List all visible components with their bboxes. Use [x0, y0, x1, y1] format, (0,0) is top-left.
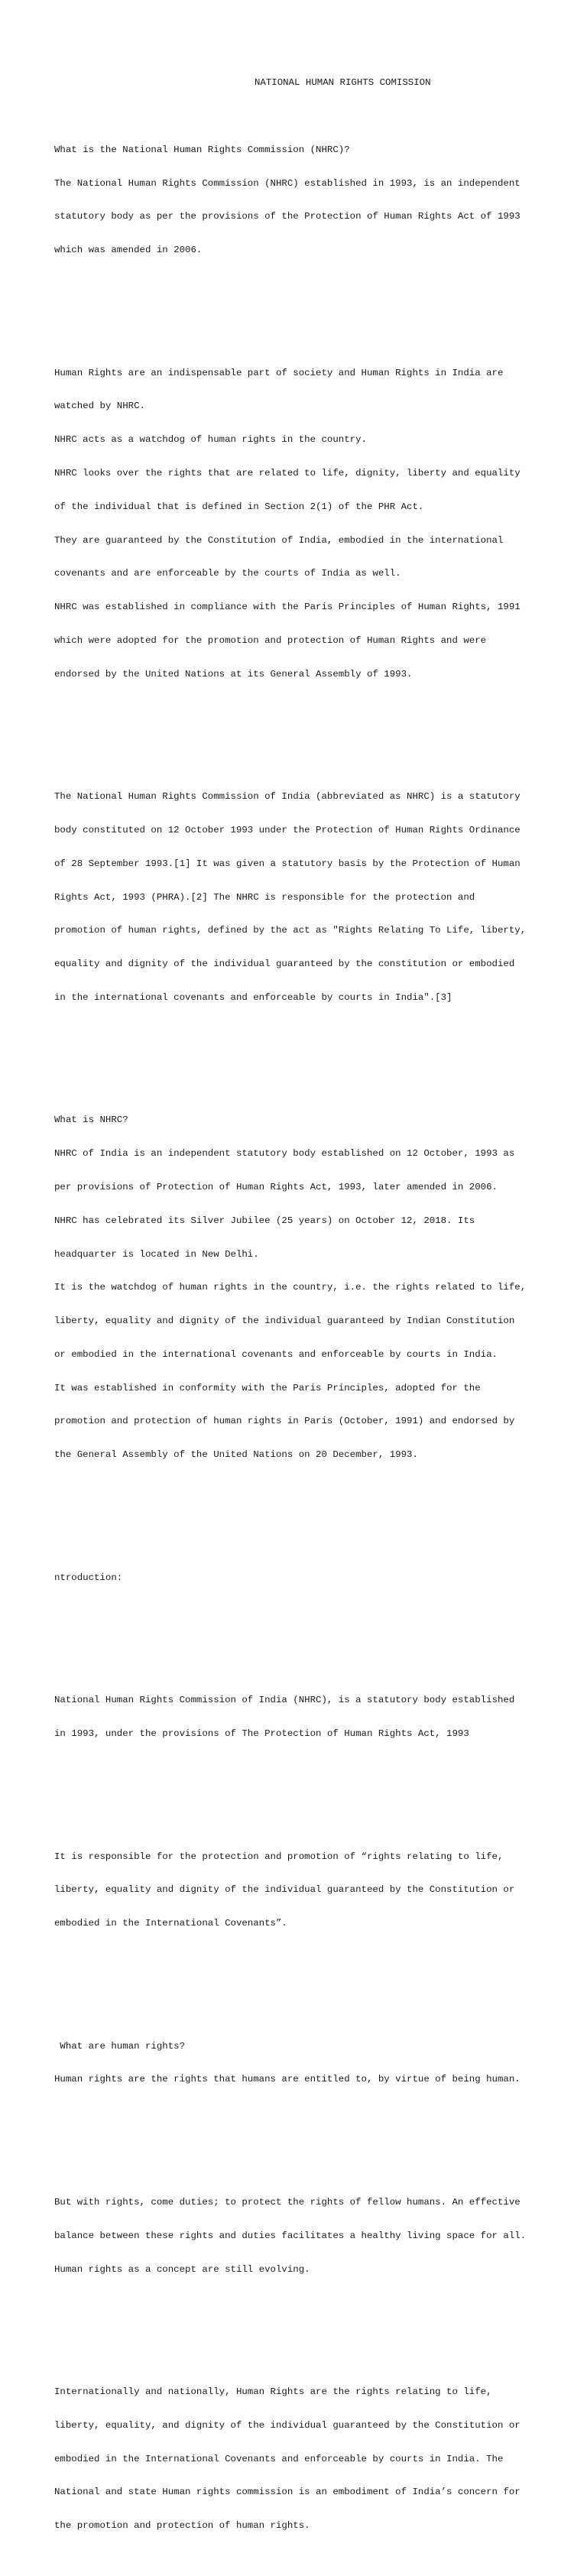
text-line: covenants and are enforceable by the courts of India as well. [54, 568, 401, 579]
text-line: liberty, equality and dignity of the individual guaranteed by the Constitution or [54, 1884, 515, 1896]
text-line: Internationally and nationally, Human Rights are the rights relating to life, [54, 2386, 492, 2398]
blank-line [54, 300, 543, 312]
text-line: liberty, equality, and dignity of the individual guaranteed by the Constitution or [54, 2419, 521, 2431]
text-line: It was established in conformity with the Paris Principles, adopted for the [54, 1382, 481, 1393]
text-line: The National Human Rights Commission of India (abbreviated as NHRC) is a statutory [54, 791, 521, 803]
text-line: watched by NHRC. [54, 401, 145, 412]
blank-line [54, 1974, 543, 1985]
text-line: NHRC was established in compliance with the Paris Principles of Human Rights, 1991 [54, 602, 521, 613]
text-line: NHRC of India is an independent statutory body established on 12 October, 1993 as [54, 1148, 515, 1160]
text-line: endorsed by the United Nations at its General Assembly of 1993. [54, 668, 413, 680]
document-title: NATIONAL HUMAN RIGHTS COMISSION [255, 77, 431, 89]
text-line: It is responsible for the protection and promotion of “rights relating to life, [54, 1851, 504, 1862]
paragraph-what-is-nhrc [54, 1092, 543, 1483]
blank-line [54, 2130, 543, 2141]
paragraph-nhrc-constitution [54, 769, 543, 1026]
text-line: per provisions of Protection of Human Rights Act, 1993, later amended in 2006. [54, 1181, 498, 1192]
paragraph-introduction-heading [54, 1550, 543, 1606]
paragraph-what-are-human-rights [54, 2019, 543, 2108]
paragraph-human-rights-watch [54, 345, 543, 702]
blank-line [54, 1505, 543, 1517]
text-line: of 28 September 1993.[1] It was given a statutory basis by the Protection of Human [54, 858, 521, 869]
text-line: They are guaranteed by the Constitution of India, embodied in the international [54, 534, 504, 546]
paragraph-responsibility [54, 1828, 543, 1951]
text-line: body constituted on 12 October 1993 under the Protection of Human Rights Ordinance [54, 824, 521, 835]
text-line: of the individual that is defined in Section 2(1) of the PHR Act. [54, 501, 424, 512]
text-line: the General Assembly of the United Nations on 20 December, 1993. [54, 1449, 418, 1461]
text-line: NHRC acts as a watchdog of human rights in the country. [54, 434, 367, 446]
text-line: National and state Human rights commission is an embodiment of India’s concern for [54, 2487, 521, 2498]
text-line: equality and dignity of the individual guaranteed by the constitution or embodied [54, 959, 515, 970]
text-line: National Human Rights Commission of India (NHRC), is a statutory body established [54, 1695, 515, 1706]
text-line: which was amended in 2006. [54, 245, 203, 256]
text-line: or embodied in the international covenants and enforceable by courts in India. [54, 1348, 498, 1360]
paragraph-international-rights [54, 2364, 543, 2554]
blank-line [54, 2320, 543, 2331]
paragraph-rights-and-duties [54, 2175, 543, 2298]
document-body [54, 55, 543, 2576]
blank-line [54, 1628, 543, 1640]
text-line: What is NHRC? [54, 1114, 128, 1126]
paragraph-introduction [54, 1672, 543, 1762]
text-line: in the international covenants and enforceable by courts in India".[3] [54, 991, 452, 1003]
text-line: embodied in the International Covenants and enforceable by courts in India. The [54, 2453, 504, 2464]
text-line: Rights Act, 1993 (PHRA).[2] The NHRC is responsible for the protection and [54, 891, 475, 903]
text-line: the promotion and protection of human rights. [54, 2520, 310, 2532]
text-line: Human rights are the rights that humans are entitled to, by virtue of being human. [54, 2074, 521, 2085]
blank-line [54, 1784, 543, 1796]
paragraph-nhrc-question [54, 122, 543, 278]
blank-line [54, 1048, 543, 1059]
text-line: promotion and protection of human rights in Paris (October, 1991) and endorsed by [54, 1416, 515, 1427]
text-line: What is the National Human Rights Commission (NHRC)? [54, 144, 350, 155]
text-line: Human rights as a concept are still evolving. [54, 2263, 310, 2275]
text-line: ntroduction: [54, 1572, 123, 1583]
text-line: promotion of human rights, defined by the act as "Rights Relating To Life, liberty, [54, 925, 527, 936]
text-line: embodied in the International Covenants”. [54, 1918, 287, 1929]
text-line: which were adopted for the promotion and protection of Human Rights and were [54, 634, 487, 646]
text-line: liberty, equality and dignity of the individual guaranteed by Indian Constitution [54, 1316, 515, 1327]
text-line: It is the watchdog of human rights in the country, i.e. the rights related to life, [54, 1282, 527, 1293]
text-line: NHRC has celebrated its Silver Jubilee (25 years) on October 12, 2018. Its [54, 1215, 475, 1226]
text-line: NHRC looks over the rights that are related to life, dignity, liberty and equality [54, 467, 521, 479]
text-line: headquarter is located in New Delhi. [54, 1248, 259, 1260]
blank-line [54, 725, 543, 736]
text-line: What are human rights? [54, 2040, 186, 2052]
text-line: balance between these rights and duties facilitates a healthy living space for all. [54, 2230, 527, 2241]
text-line: statutory body as per the provisions of the Protection of Human Rights Act of 1993 [54, 211, 521, 222]
text-line: But with rights, come duties; to protect the rights of fellow humans. An effective [54, 2197, 521, 2208]
text-line: The National Human Rights Commission (NHRC) established in 1993, is an independent [54, 177, 521, 189]
text-line: Human Rights are an indispensable part of society and Human Rights in India are [54, 367, 504, 378]
text-line: in 1993, under the provisions of The Protection of Human Rights Act, 1993 [54, 1728, 469, 1740]
